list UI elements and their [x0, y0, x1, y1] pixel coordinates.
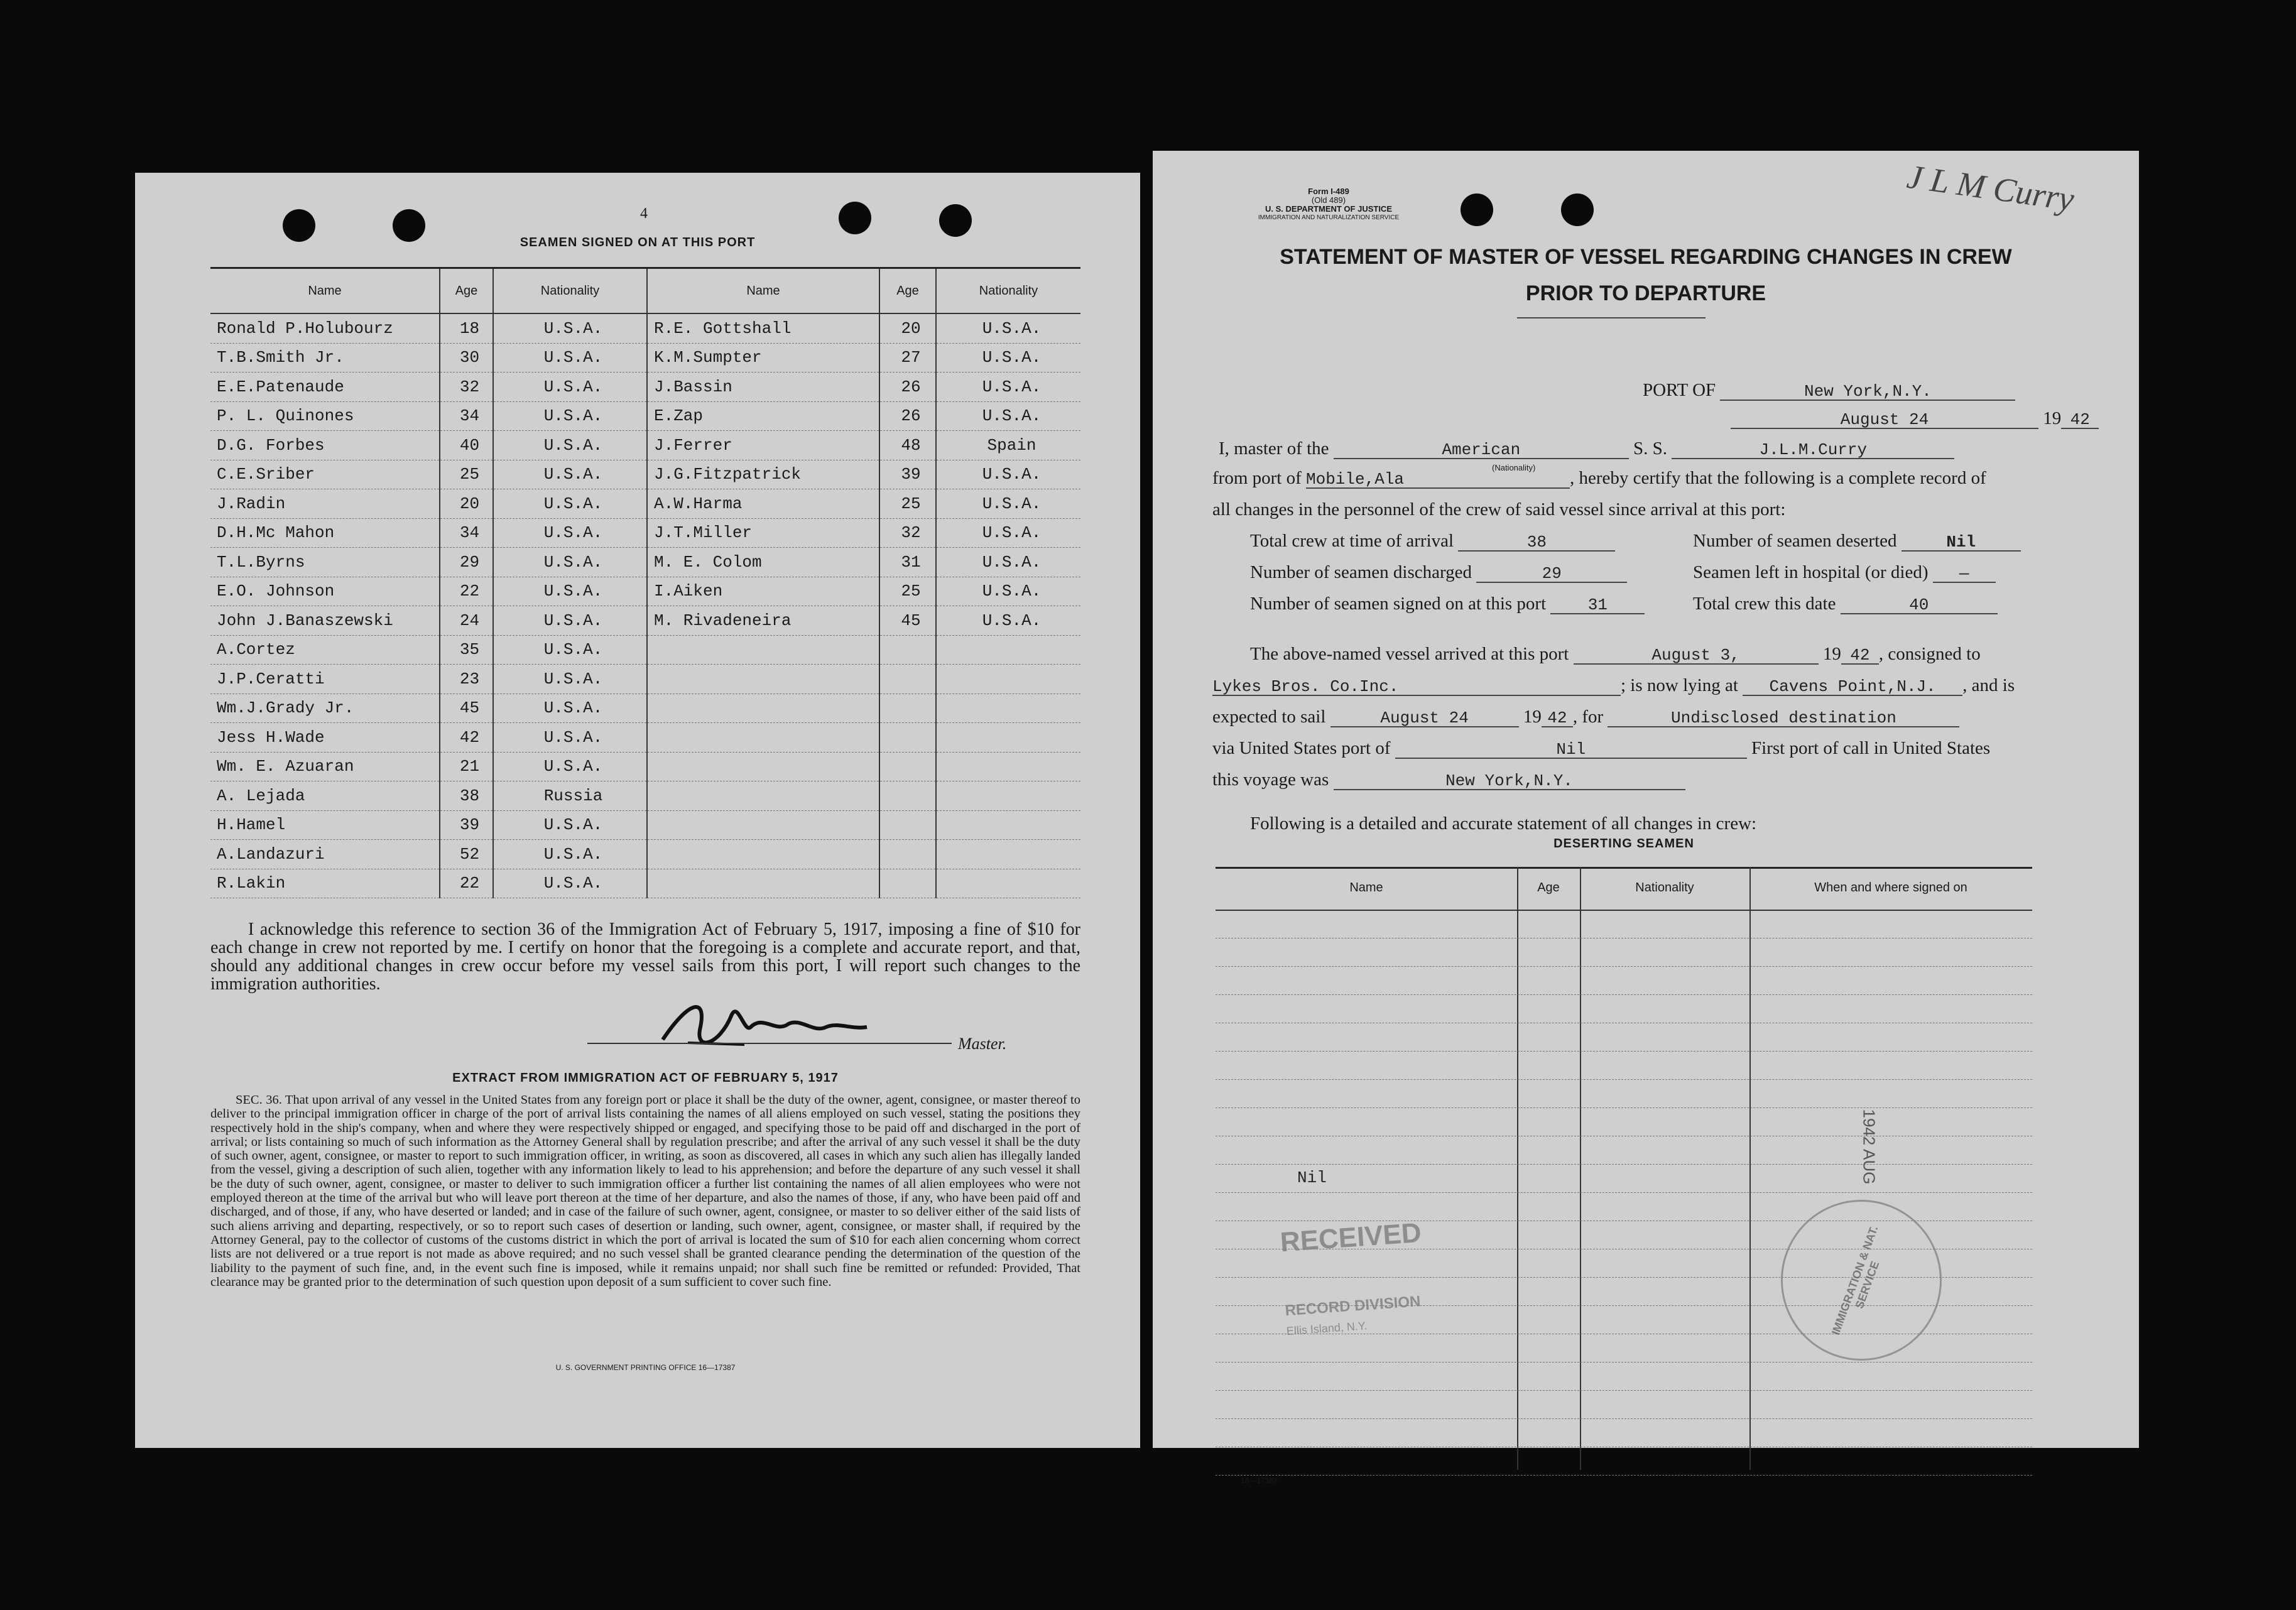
printer-line: U. S. GOVERNMENT PRINTING OFFICE 16—17387 — [555, 1363, 736, 1372]
table-row — [210, 313, 1080, 343]
arrived-row — [1250, 644, 1981, 665]
seaman-nationality: U.S.A. — [936, 460, 1080, 489]
seaman-name: D.G. Forbes — [210, 431, 440, 460]
date-row — [1731, 408, 2099, 429]
seaman-name: T.L.Byrns — [210, 548, 440, 577]
seaman-age: 45 — [440, 693, 493, 723]
seaman-nationality: U.S.A. — [493, 723, 647, 753]
arrived-value: August 3, — [1574, 646, 1819, 665]
title-line-2: PRIOR TO DEPARTURE — [1525, 281, 1766, 305]
arrived-label: The above-named vessel arrived at this port — [1250, 644, 1569, 664]
form-number: Form I-489 — [1308, 187, 1349, 196]
seaman-name: H.Hamel — [210, 810, 440, 840]
deserting-nil: Nil — [1297, 1168, 1327, 1187]
seaman-name: E.Zap — [647, 401, 879, 431]
column-header: Age — [1537, 881, 1560, 895]
seaman-nationality — [936, 869, 1080, 898]
table-row — [210, 343, 1080, 373]
form-header — [1216, 187, 1442, 222]
first-port-label: First port of call in United States — [1751, 738, 1991, 758]
from-port-value: Mobile,Ala — [1306, 470, 1570, 489]
stamp-date: 1942 AUG — [1859, 1109, 1879, 1185]
seaman-name: I.Aiken — [647, 577, 879, 606]
column-header: Nationality — [493, 268, 647, 314]
seaman-nationality: U.S.A. — [936, 577, 1080, 606]
seaman-name: J.Radin — [210, 489, 440, 519]
seaman-name: A.W.Harma — [647, 489, 879, 519]
seaman-name: J.Bassin — [647, 373, 879, 402]
seaman-age — [879, 635, 936, 665]
seaman-name: J.G.Fitzpatrick — [647, 460, 879, 489]
via-label: via United States port of — [1212, 738, 1391, 758]
seaman-age — [879, 752, 936, 781]
printer-line: 16—17387 — [1241, 1476, 1278, 1485]
section-title: SEAMEN SIGNED ON AT THIS PORT — [520, 236, 756, 249]
signature-line — [587, 1043, 952, 1044]
table-row-line — [1216, 1107, 2032, 1108]
seaman-nationality — [936, 781, 1080, 811]
title-rule — [1517, 317, 1706, 318]
seaman-age: 35 — [440, 635, 493, 665]
seaman-name: Ronald P.Holubourz — [210, 313, 440, 343]
table-row — [210, 460, 1080, 489]
seaman-name: C.E.Sriber — [210, 460, 440, 489]
seaman-nationality: U.S.A. — [493, 431, 647, 460]
lying-label: ; is now lying at — [1621, 675, 1738, 695]
seaman-age: 24 — [440, 606, 493, 636]
port-row — [1643, 380, 2015, 401]
deserted-value: Nil — [1902, 533, 2021, 552]
seaman-name: A.Cortez — [210, 635, 440, 665]
seaman-name — [647, 752, 879, 781]
column-header: Name — [210, 268, 440, 314]
total-crew-arrival-label: Total crew at time of arrival — [1250, 531, 1454, 551]
seaman-name — [647, 810, 879, 840]
seaman-nationality: U.S.A. — [493, 810, 647, 840]
seaman-nationality: U.S.A. — [493, 460, 647, 489]
sail-label: expected to sail — [1212, 707, 1326, 727]
table-row — [210, 635, 1080, 665]
table-row-line — [1216, 1079, 2032, 1080]
seaman-nationality: U.S.A. — [936, 401, 1080, 431]
seaman-nationality — [936, 635, 1080, 665]
seaman-name: M. Rivadeneira — [647, 606, 879, 636]
seaman-age: 45 — [879, 606, 936, 636]
seaman-nationality: U.S.A. — [493, 635, 647, 665]
crew-arrival-row — [1250, 531, 1615, 552]
seaman-nationality: U.S.A. — [493, 401, 647, 431]
table-header-row — [210, 268, 1080, 314]
punch-hole — [1461, 193, 1493, 226]
extract-text: SEC. 36. That upon arrival of any vessel in the United States from any foreign port or place it shall be the duty of the owner, agent, consignee, or master thereof to deliver to the principal immigration officer in charge of the port of arrival lists containing the names of all aliens employed on such vessel, stating the positions they respectively hold in the ship's company, when and where they were respectively shipped or engaged, and specifying those to be paid off and discharged in the port of arrival; or lists containing so much of such information as the Attorney General shall by regulation prescribe; and after the arrival of any such vessel it shall be the duty of such owner, agent, consignee, or master to report to such immigration officer, in writing, as soon as discovered, all cases in which any such alien has illegally landed from the vessel, giving a description of such alien, together with any information likely to lead to his apprehension; and before the departure of any such vessel it shall be the duty of such owner, agent, consignee, or master to deliver to such immigration officer a further list containing the names of all alien employees who were not employed thereon at the time of the arrival but who will leave port thereon at the time of her departure, and also the names of those, if any, who have been paid off and discharged, and of those, if any, who have deserted or landed; and in case of the failure of such owner, agent, consignee, or master to so deliver either of the said lists of such aliens arriving and departing, respectively, or so to report such cases of desertion or landing, such owner, agent, consignee, or master shall, if required by the Attorney General, pay to the collector of customs of the customs district in which the port of arrival is located the sum of $10 for each alien concerning whom correct lists are not delivered or a true report is not made as above required; and no such vessel shall be granted clearance pending the determination of the question of the liability to the payment of such fine, and, in the event such fine is imposed, while it remains unpaid; nor shall such fine be remitted or refunded: Provided, That clearance may be granted prior to the determination of such question upon deposit of a sum sufficient to cover such fine. — [210, 1093, 1080, 1289]
seaman-name: R.E. Gottshall — [647, 313, 879, 343]
seaman-name: K.M.Sumpter — [647, 343, 879, 373]
seaman-name — [647, 781, 879, 811]
seaman-name: Wm. E. Azuaran — [210, 752, 440, 781]
port-label: PORT OF — [1643, 380, 1716, 400]
seaman-nationality: U.S.A. — [493, 840, 647, 869]
from-port-row — [1212, 468, 1986, 489]
seaman-nationality — [936, 665, 1080, 694]
table-row-line — [1216, 1164, 2032, 1165]
seaman-nationality: U.S.A. — [493, 548, 647, 577]
column-header: Nationality — [936, 268, 1080, 314]
certify-text: , hereby certify that the following is a complete record of — [1570, 468, 1986, 488]
seaman-age: 30 — [440, 343, 493, 373]
table-row — [210, 840, 1080, 869]
seaman-age — [879, 869, 936, 898]
seaman-age: 21 — [440, 752, 493, 781]
table-row-line — [1216, 1475, 2032, 1476]
seaman-name: A. Lejada — [210, 781, 440, 811]
seaman-nationality: U.S.A. — [936, 373, 1080, 402]
port-value: New York,N.Y. — [1720, 382, 2015, 401]
nationality-value: American — [1334, 440, 1629, 459]
column-header: Name — [1349, 881, 1383, 895]
seaman-name: T.B.Smith Jr. — [210, 343, 440, 373]
seaman-age: 52 — [440, 840, 493, 869]
total-crew-label: Total crew this date — [1693, 594, 1836, 614]
year-value: 42 — [2061, 410, 2099, 429]
seaman-nationality: U.S.A. — [493, 343, 647, 373]
consigned-label: , consigned to — [1878, 644, 1981, 664]
deserted-row — [1693, 531, 2021, 552]
vessel-value: J.L.M.Curry — [1672, 440, 1954, 459]
seaman-name: J.P.Ceratti — [210, 665, 440, 694]
signed-on-value: 31 — [1550, 596, 1645, 614]
seaman-nationality: U.S.A. — [493, 665, 647, 694]
table-row — [210, 577, 1080, 606]
column-divider — [1517, 867, 1518, 1470]
year-prefix: 19 — [1523, 707, 1542, 727]
voyage-row — [1212, 770, 1685, 790]
table-row — [210, 489, 1080, 519]
master-of-label: I, master of the — [1219, 438, 1329, 459]
column-divider — [1749, 867, 1751, 1470]
seaman-age: 31 — [879, 548, 936, 577]
seaman-age: 25 — [879, 489, 936, 519]
table-row-line — [1216, 994, 2032, 995]
stamp-record: RECORD DIVISION — [1284, 1293, 1422, 1320]
stamp-received: RECEIVED — [1279, 1217, 1423, 1258]
seaman-age: 29 — [440, 548, 493, 577]
title-line-1: STATEMENT OF MASTER OF VESSEL REGARDING CHANGES IN CREW — [1280, 245, 2012, 269]
seaman-nationality: U.S.A. — [493, 752, 647, 781]
discharged-label: Number of seamen discharged — [1250, 562, 1472, 582]
table-row — [210, 548, 1080, 577]
table-row-line — [1216, 1418, 2032, 1419]
deserting-table — [1216, 867, 2032, 1495]
table-header-rule — [1216, 910, 2032, 911]
seaman-age — [879, 665, 936, 694]
table-row — [210, 752, 1080, 781]
form-old: (Old 489) — [1311, 195, 1346, 205]
discharged-value: 29 — [1476, 564, 1627, 583]
seaman-age — [879, 693, 936, 723]
seaman-nationality: Spain — [936, 431, 1080, 460]
deserting-title: DESERTING SEAMEN — [1553, 837, 1694, 851]
table-row-line — [1216, 966, 2032, 967]
seaman-name: John J.Banaszewski — [210, 606, 440, 636]
table-row — [210, 401, 1080, 431]
seaman-age: 32 — [440, 373, 493, 402]
table-row — [210, 665, 1080, 694]
punch-hole — [283, 209, 315, 242]
seaman-name: J.Ferrer — [647, 431, 879, 460]
certify-text-2: all changes in the personnel of the crew of said vessel since arrival at this port: — [1212, 499, 1786, 519]
voyage-value: New York,N.Y. — [1334, 771, 1685, 790]
and-is-label: , and is — [1962, 675, 2015, 695]
lying-value: Cavens Point,N.J. — [1743, 677, 1962, 696]
seaman-nationality: U.S.A. — [493, 606, 647, 636]
following-text: Following is a detailed and accurate statement of all changes in crew: — [1250, 813, 1757, 834]
seaman-nationality — [936, 752, 1080, 781]
voyage-label: this voyage was — [1212, 770, 1329, 790]
seaman-name: E.O. Johnson — [210, 577, 440, 606]
table-row-line — [1216, 1390, 2032, 1391]
handwritten-annotation: J L M Curry — [1905, 157, 2077, 219]
seaman-nationality: U.S.A. — [936, 489, 1080, 519]
right-page — [1153, 151, 2139, 1485]
seaman-age: 26 — [879, 373, 936, 402]
seaman-age: 26 — [879, 401, 936, 431]
seaman-age: 39 — [440, 810, 493, 840]
seaman-age: 25 — [879, 577, 936, 606]
destination-value: Undisclosed destination — [1608, 709, 1959, 727]
total-crew-value: 40 — [1841, 596, 1998, 614]
department: U. S. DEPARTMENT OF JUSTICE — [1265, 204, 1392, 214]
seaman-name: Jess H.Wade — [210, 723, 440, 753]
seaman-age: 22 — [440, 869, 493, 898]
seaman-name — [647, 723, 879, 753]
seaman-name — [647, 665, 879, 694]
column-header: Nationality — [1635, 881, 1694, 895]
seaman-age: 18 — [440, 313, 493, 343]
form-title — [1253, 239, 2038, 312]
discharged-row — [1250, 562, 1627, 583]
seaman-age: 34 — [440, 401, 493, 431]
table-row — [210, 723, 1080, 753]
signed-on-label: Number of seamen signed on at this port — [1250, 594, 1547, 614]
page-number: 4 — [640, 205, 648, 222]
seaman-age: 20 — [879, 313, 936, 343]
arrived-year: 42 — [1841, 646, 1879, 665]
seaman-age: 38 — [440, 781, 493, 811]
total-crew-arrival-value: 38 — [1458, 533, 1615, 552]
stamp-round: IMMIGRATION & NAT. SERVICE — [1829, 1224, 1882, 1337]
master-row — [1219, 438, 1954, 459]
seaman-age: 34 — [440, 518, 493, 548]
seaman-name — [647, 693, 879, 723]
from-port-label: from port of — [1212, 468, 1302, 488]
service: IMMIGRATION AND NATURALIZATION SERVICE — [1258, 214, 1400, 221]
seaman-nationality: U.S.A. — [493, 693, 647, 723]
seaman-age — [879, 810, 936, 840]
seaman-age: 39 — [879, 460, 936, 489]
sail-value: August 24 — [1330, 709, 1519, 727]
seaman-name — [647, 840, 879, 869]
column-header: Age — [440, 268, 493, 314]
seaman-name: J.T.Miller — [647, 518, 879, 548]
seaman-nationality — [936, 693, 1080, 723]
seaman-age: 27 — [879, 343, 936, 373]
consignee-row — [1212, 675, 2015, 696]
seaman-nationality: U.S.A. — [493, 518, 647, 548]
seaman-age — [879, 723, 936, 753]
seaman-age: 22 — [440, 577, 493, 606]
hospital-label: Seamen left in hospital (or died) — [1693, 562, 1929, 582]
seaman-name: P. L. Quinones — [210, 401, 440, 431]
table-row — [210, 431, 1080, 460]
column-header: When and where signed on — [1814, 881, 1967, 895]
table-row — [210, 606, 1080, 636]
deserted-label: Number of seamen deserted — [1693, 531, 1897, 551]
seaman-nationality: U.S.A. — [936, 606, 1080, 636]
seaman-nationality: U.S.A. — [493, 577, 647, 606]
consignee-value: Lykes Bros. Co.Inc. — [1212, 677, 1621, 696]
nationality-caption: (Nationality) — [1492, 463, 1536, 472]
stamp-ellis: Ellis Island, N.Y. — [1286, 1319, 1368, 1338]
table-row — [210, 518, 1080, 548]
seaman-nationality — [936, 723, 1080, 753]
seaman-name — [647, 635, 879, 665]
seaman-nationality — [936, 810, 1080, 840]
seaman-name — [647, 869, 879, 898]
seaman-age — [879, 781, 936, 811]
extract-title: EXTRACT FROM IMMIGRATION ACT OF FEBRUARY 5, 1917 — [452, 1071, 839, 1085]
punch-hole — [393, 209, 425, 242]
for-label: , for — [1572, 707, 1604, 727]
table-row — [210, 869, 1080, 898]
table-row — [210, 373, 1080, 402]
seaman-name: M. E. Colom — [647, 548, 879, 577]
table-row-line — [1216, 1192, 2032, 1193]
seaman-age — [879, 840, 936, 869]
table-top-rule — [1216, 867, 2032, 869]
master-signature — [650, 989, 876, 1058]
table-row-line — [1216, 1051, 2032, 1052]
received-stamp — [1279, 1210, 1528, 1390]
seaman-age: 40 — [440, 431, 493, 460]
punch-hole — [839, 202, 871, 234]
seaman-nationality: U.S.A. — [936, 343, 1080, 373]
seaman-name: E.E.Patenaude — [210, 373, 440, 402]
hospital-value: — — [1933, 564, 1996, 583]
seaman-nationality: U.S.A. — [493, 313, 647, 343]
seaman-age: 32 — [879, 518, 936, 548]
table-row — [210, 693, 1080, 723]
left-page — [135, 173, 1140, 1448]
ss-label: S. S. — [1633, 438, 1668, 459]
table-row — [210, 781, 1080, 811]
seaman-name: A.Landazuri — [210, 840, 440, 869]
seaman-nationality: Russia — [493, 781, 647, 811]
seaman-nationality: U.S.A. — [493, 373, 647, 402]
via-row — [1212, 738, 1990, 759]
round-stamp — [1781, 1200, 1942, 1361]
table-row — [210, 810, 1080, 840]
seaman-age: 48 — [879, 431, 936, 460]
signed-on-row — [1250, 594, 1645, 614]
column-header: Name — [647, 268, 879, 314]
seaman-name: R.Lakin — [210, 869, 440, 898]
acknowledgement-text: I acknowledge this reference to section 36 of the Immigration Act of February 5, 1917, imposing a fine of $10 for each change in crew not reported by me. I certify on honor that the foregoing is a complete and accurate report, and that, should any additional changes in crew occur before my vessel sails from this port, I will report such changes to the immigration authorities. — [210, 920, 1080, 994]
seaman-age: 25 — [440, 460, 493, 489]
year-prefix: 19 — [1822, 644, 1841, 664]
sail-row — [1212, 707, 1959, 727]
seaman-nationality: U.S.A. — [493, 489, 647, 519]
year-prefix: 19 — [2043, 408, 2062, 428]
date-value: August 24 — [1731, 410, 2038, 429]
seamen-table — [210, 267, 1080, 898]
sail-year: 42 — [1542, 709, 1573, 727]
seaman-age: 42 — [440, 723, 493, 753]
hospital-row — [1693, 562, 1996, 583]
seaman-age: 23 — [440, 665, 493, 694]
punch-hole — [1561, 193, 1594, 226]
seaman-nationality — [936, 840, 1080, 869]
seaman-age: 20 — [440, 489, 493, 519]
column-divider — [1580, 867, 1581, 1470]
column-header: Age — [879, 268, 936, 314]
master-label: Master. — [958, 1035, 1007, 1053]
seaman-nationality: U.S.A. — [936, 518, 1080, 548]
seaman-nationality: U.S.A. — [493, 869, 647, 898]
via-value: Nil — [1395, 740, 1747, 759]
punch-hole — [939, 204, 972, 237]
seaman-name: Wm.J.Grady Jr. — [210, 693, 440, 723]
seaman-name: D.H.Mc Mahon — [210, 518, 440, 548]
total-crew-row — [1693, 594, 1998, 614]
seaman-nationality: U.S.A. — [936, 313, 1080, 343]
seaman-nationality: U.S.A. — [936, 548, 1080, 577]
